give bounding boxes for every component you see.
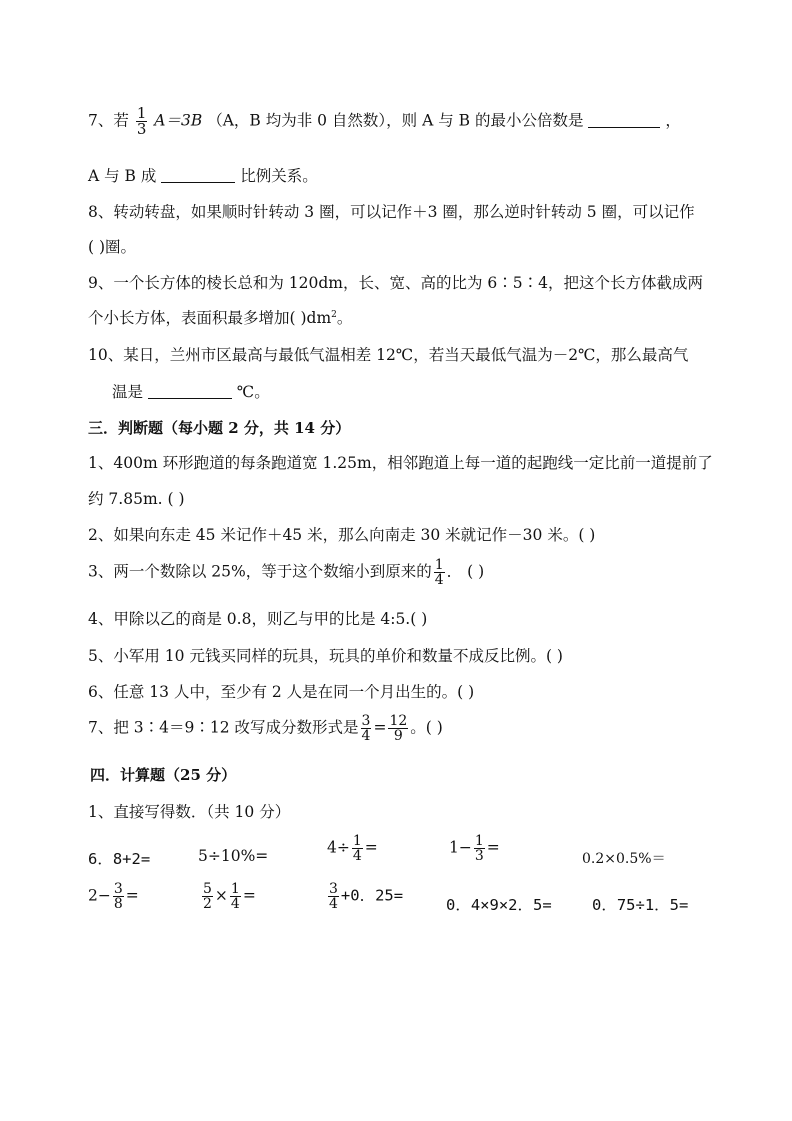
judge-3 bbox=[88, 558, 484, 587]
q7-end: ， bbox=[665, 111, 681, 130]
q7-blank-lcm[interactable] bbox=[588, 113, 660, 128]
q7-number: 7、若 bbox=[88, 111, 129, 130]
section-3-title: 三．判断题（每小题 2 分，共 14 分） bbox=[88, 419, 351, 437]
q9-superscript: 2 bbox=[331, 310, 337, 320]
q10-line2b: ℃。 bbox=[236, 383, 270, 401]
judge-1-line2: 约 7.85m. ( ) bbox=[88, 490, 185, 508]
q9-line2: 个小长方体，表面积最多增加( )dm bbox=[88, 309, 332, 328]
q9-end: 。 bbox=[336, 309, 353, 328]
judge-7-fraction-b: $\frac{12}{9}$ bbox=[389, 713, 408, 744]
calc-1-1: 6．8+2= bbox=[88, 850, 151, 868]
calc-1-5: 0.2×0.5%＝ bbox=[582, 851, 666, 867]
question-9-line2 bbox=[88, 311, 352, 327]
judge-5: 5、小军用 10 元钱买同样的玩具，玩具的单价和数量不成反比例。( ) bbox=[88, 647, 563, 665]
calc-1-2: 5÷10%= bbox=[198, 847, 269, 865]
question-9-line1: 9、一个长方体的棱长总和为 120dm，长、宽、高的比为 6∶5∶4，把这个长方体截成两 bbox=[88, 274, 704, 292]
calc-1-4: 1− $\frac{1}{3}$ = bbox=[449, 833, 500, 864]
judge-4: 4、甲除以乙的商是 0.8，则乙与甲的比是 4:5.( ) bbox=[88, 610, 428, 628]
question-10-line2 bbox=[112, 384, 270, 401]
judge-7-end: 。( ) bbox=[410, 718, 443, 737]
judge-3-fraction: $\frac{1}{4}$ bbox=[434, 557, 444, 588]
calc-2-4: 0．4×9×2．5= bbox=[446, 896, 552, 914]
calc-2-5: 0．75÷1．5= bbox=[592, 896, 689, 914]
judge-6: 6、任意 13 人中，至少有 2 人是在同一个月出生的。( ) bbox=[88, 683, 475, 701]
q7-text: （A，B 均为非 0 自然数），则 A 与 B 的最小公倍数是 bbox=[207, 111, 584, 130]
q10-blank[interactable] bbox=[148, 384, 232, 399]
judge-7-text: 7、把 3∶4＝9∶12 改写成分数形式是 bbox=[88, 718, 359, 737]
calc-1-3: 4÷ $\frac{1}{4}$ = bbox=[327, 833, 378, 864]
q7-line2b: 比例关系。 bbox=[240, 167, 318, 185]
judge-3-text: 3、两一个数除以 25%，等于这个数缩小到原来的 bbox=[88, 562, 432, 581]
judge-1-line1: 1、400m 环形跑道的每条跑道宽 1.25m，相邻跑道上每一道的起跑线一定比前一道提前了 bbox=[88, 454, 713, 472]
judge-7 bbox=[88, 714, 443, 743]
q7-line2a: A 与 B 成 bbox=[88, 167, 157, 185]
calc-2-3: $\frac{3}{4}$ +0．25= bbox=[329, 881, 404, 912]
section-4-sub1: 1、直接写得数．（共 10 分） bbox=[88, 803, 291, 821]
q7-equation: A＝3B bbox=[154, 111, 203, 130]
judge-2: 2、如果向东走 45 米记作＋45 米，那么向南走 30 米就记作－30 米。( ) bbox=[88, 526, 596, 544]
calc-2-1: 2− $\frac{3}{8}$ = bbox=[88, 881, 139, 912]
question-7-line2 bbox=[88, 168, 318, 185]
q7-blank-proportion[interactable] bbox=[161, 168, 235, 183]
judge-7-equals: = bbox=[373, 718, 387, 737]
question-8-line2: ( )圈。 bbox=[88, 238, 137, 256]
judge-3-end: ． ( ) bbox=[446, 562, 485, 581]
question-8-line1: 8、转动转盘，如果顺时针转动 3 圈，可以记作＋3 圈，那么逆时针转动 5 圈，可以记作 bbox=[88, 203, 695, 221]
calc-2-2: $\frac{5}{2}$ × $\frac{1}{4}$ = bbox=[203, 881, 256, 912]
q7-fraction: $\frac{1}{3}$ bbox=[136, 104, 147, 138]
question-7-line1 bbox=[88, 106, 681, 137]
question-10-line1: 10、某日，兰州市区最高与最低气温相差 12℃，若当天最低气温为－2℃，那么最高气 bbox=[88, 346, 689, 364]
section-4-title: 四．计算题（25 分） bbox=[90, 766, 237, 784]
judge-7-fraction-a: $\frac{3}{4}$ bbox=[361, 713, 371, 744]
q10-line2a: 温是 bbox=[112, 383, 144, 401]
